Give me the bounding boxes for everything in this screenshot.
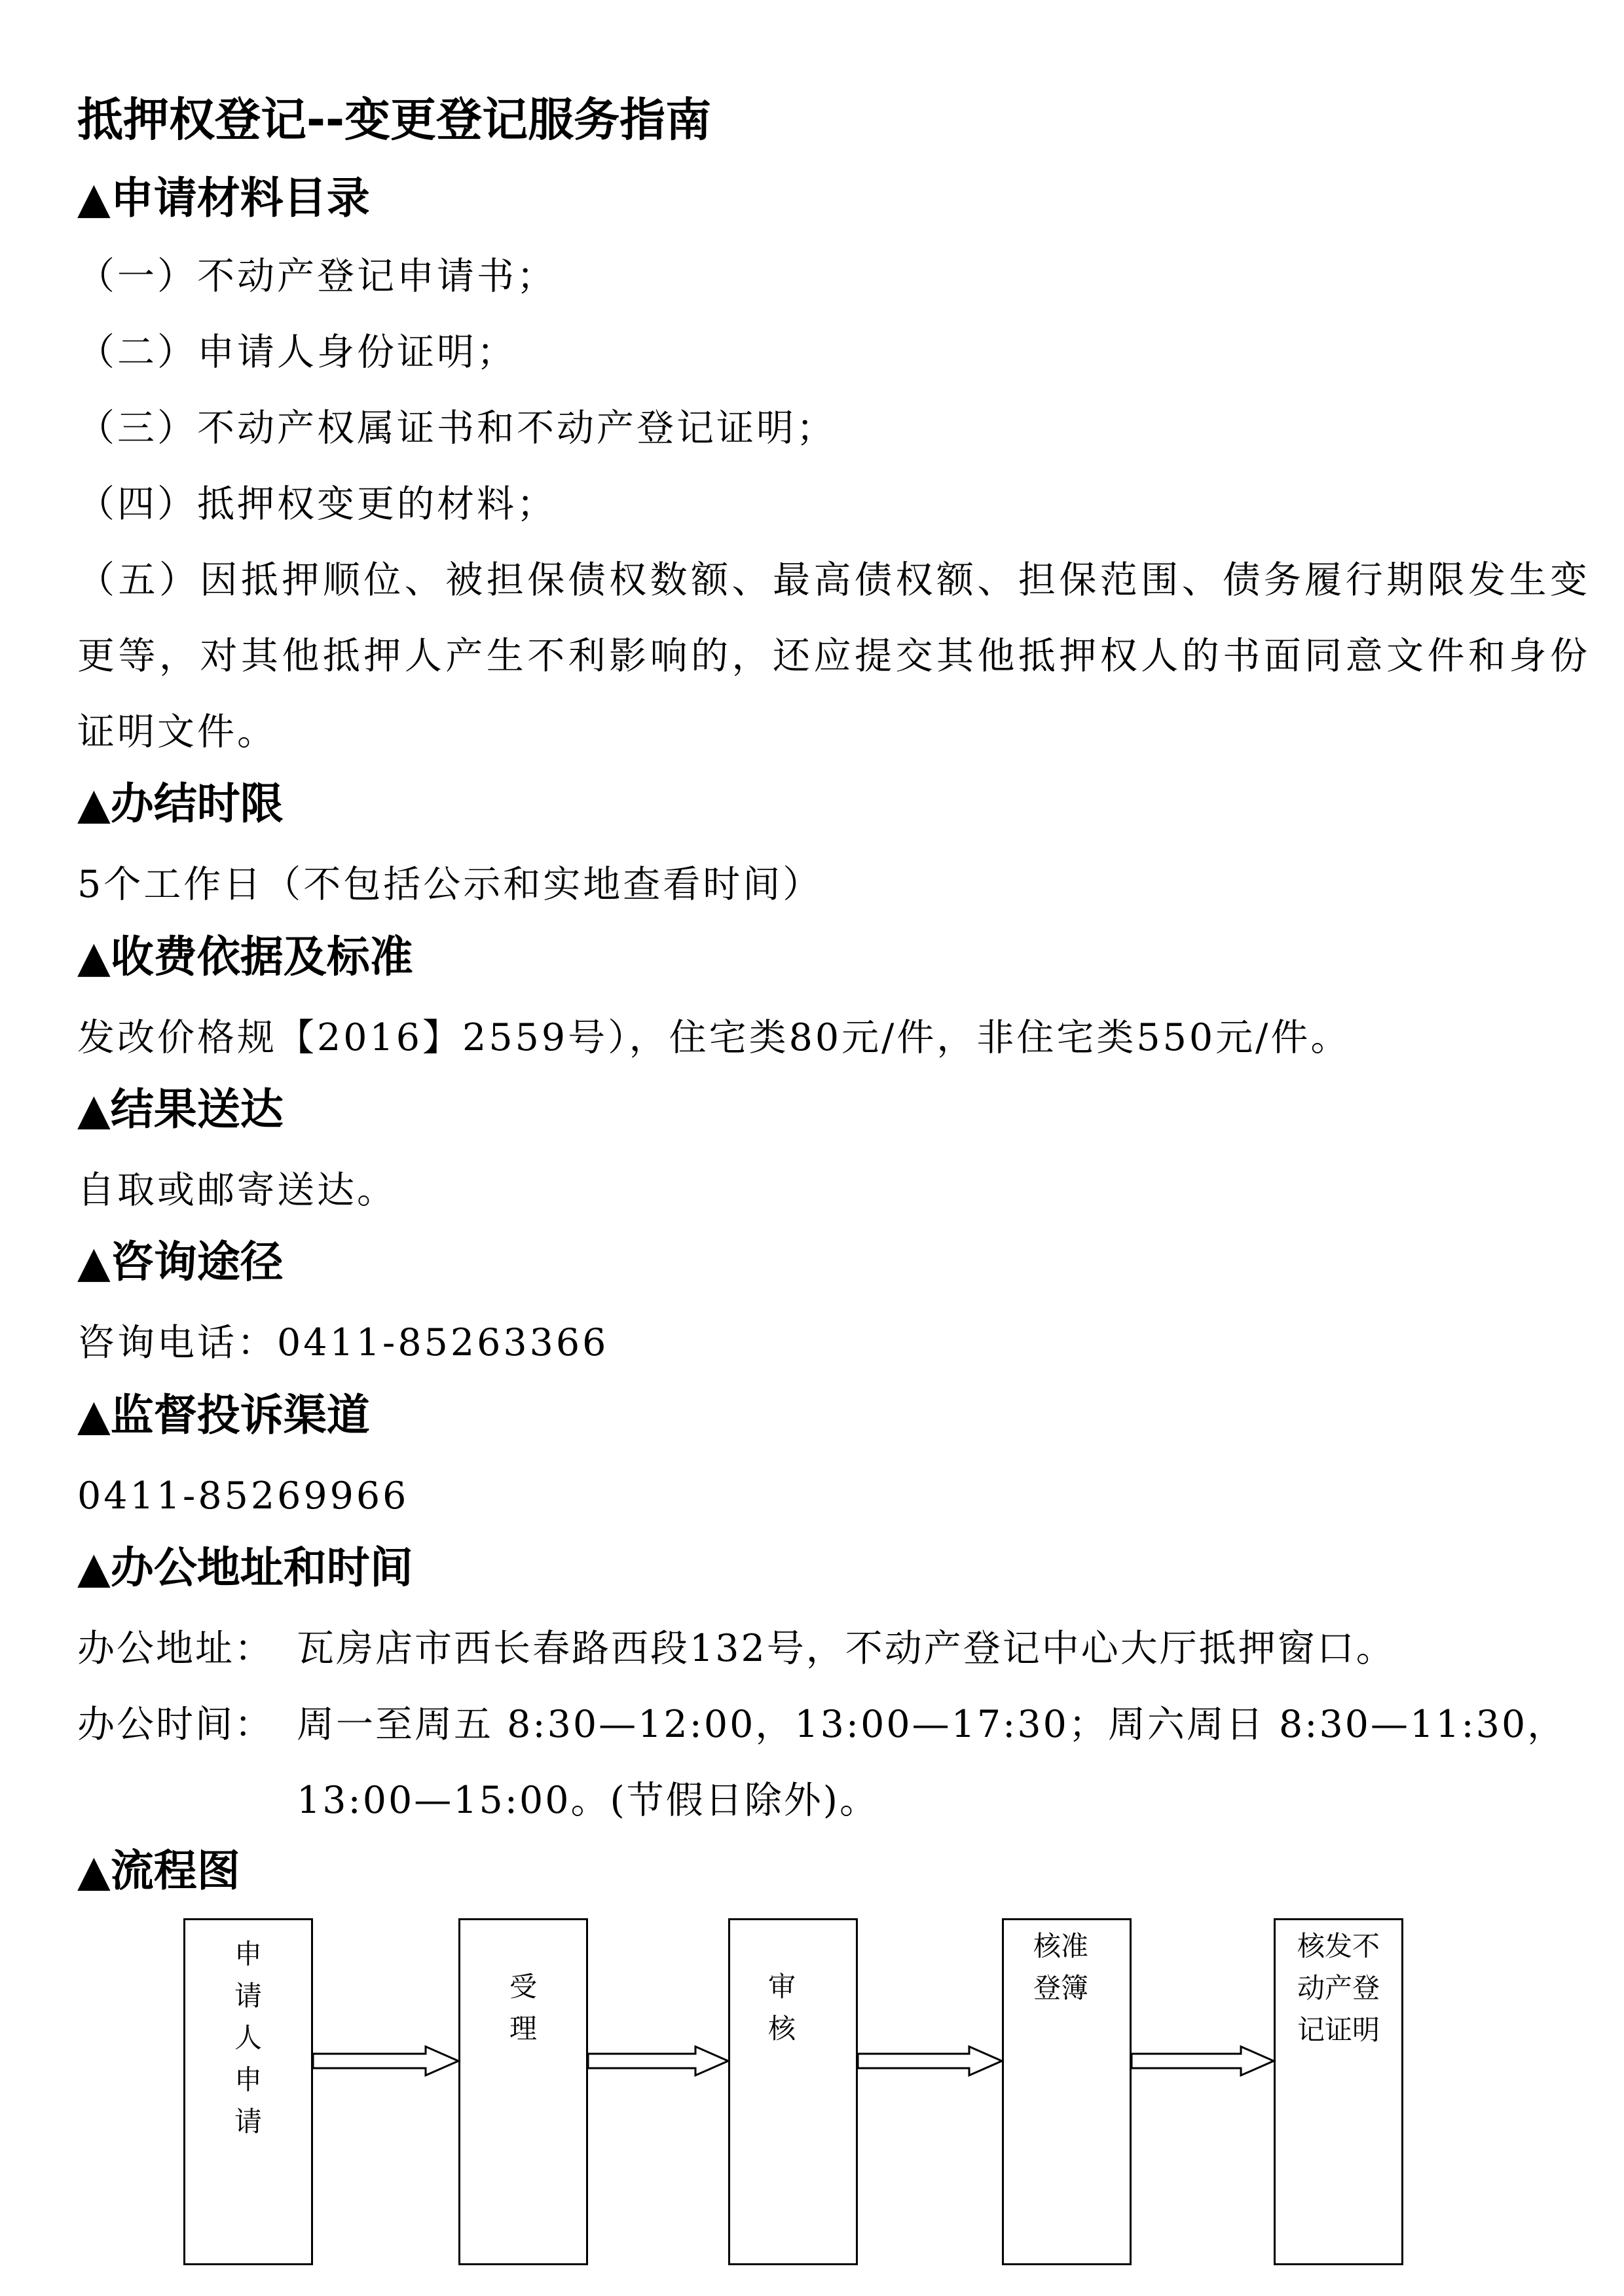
- flow-step-register-label: 核准登簿: [1033, 1930, 1088, 2004]
- time-limit-text: 5个工作日（不包括公示和实地查看时间）: [77, 863, 823, 906]
- time-limit-heading: ▲办结时限: [77, 778, 284, 829]
- consult-heading: ▲咨询途径: [77, 1237, 284, 1287]
- material-item-1: （一）不动产登记申请书；: [77, 255, 557, 298]
- material-item-4: （四）抵押权变更的材料；: [77, 483, 557, 526]
- complaint-heading: ▲监督投诉渠道: [77, 1390, 370, 1440]
- materials-heading: ▲申请材料目录: [77, 173, 370, 223]
- office-hours-line2: 13:00—15:00。(节假日除外)。: [297, 1779, 879, 1822]
- complaint-text: 0411-85269966: [77, 1474, 409, 1518]
- material-item-3: （三）不动产权属证书和不动产登记证明；: [77, 407, 836, 450]
- delivery-heading: ▲结果送达: [77, 1084, 284, 1135]
- office-heading: ▲办公地址和时间: [77, 1542, 413, 1593]
- office-hours-label: 办公时间：: [77, 1703, 274, 1746]
- flow-step-review-label: 审核: [767, 1971, 796, 2045]
- office-address: 瓦房店市西长春路西段132号，不动产登记中心大厅抵押窗口。: [297, 1627, 1395, 1670]
- flow-arrow-4: [1132, 2047, 1274, 2075]
- material-item-5: （五）因抵押顺位、被担保债权数额、最高债权额、担保范围、债务履行期限发生变更等，对其他抵押人产生不利影响的，还应提交其他抵押权人的书面同意文件和身份证明文件。: [77, 558, 1590, 754]
- fees-text: 发改价格规【2016】2559号），住宅类80元/件，非住宅类550元/件。: [77, 1016, 1351, 1059]
- flow-step-apply-label: 申请人申请: [234, 1938, 262, 2138]
- flow-arrow-3: [858, 2047, 1002, 2075]
- fees-heading: ▲收费依据及标准: [77, 932, 413, 982]
- flow-arrow-2: [588, 2047, 728, 2075]
- flow-step-issue-label: 核发不动产登记证明: [1297, 1930, 1380, 2046]
- office-hours-line1: 周一至周五 8:30—12:00，13:00—17:30；周六周日 8:30—11:30，: [297, 1703, 1567, 1746]
- consult-text: 咨询电话：0411-85263366: [77, 1321, 609, 1364]
- delivery-text: 自取或邮寄送达。: [77, 1169, 397, 1212]
- material-item-2: （二）申请人身份证明；: [77, 331, 517, 374]
- office-address-label: 办公地址：: [77, 1627, 274, 1670]
- flowchart-heading: ▲流程图: [77, 1846, 240, 1896]
- flow-step-accept-label: 受理: [509, 1971, 537, 2045]
- document-title: 抵押权登记--变更登记服务指南: [77, 93, 712, 147]
- flow-arrow-1: [313, 2047, 458, 2075]
